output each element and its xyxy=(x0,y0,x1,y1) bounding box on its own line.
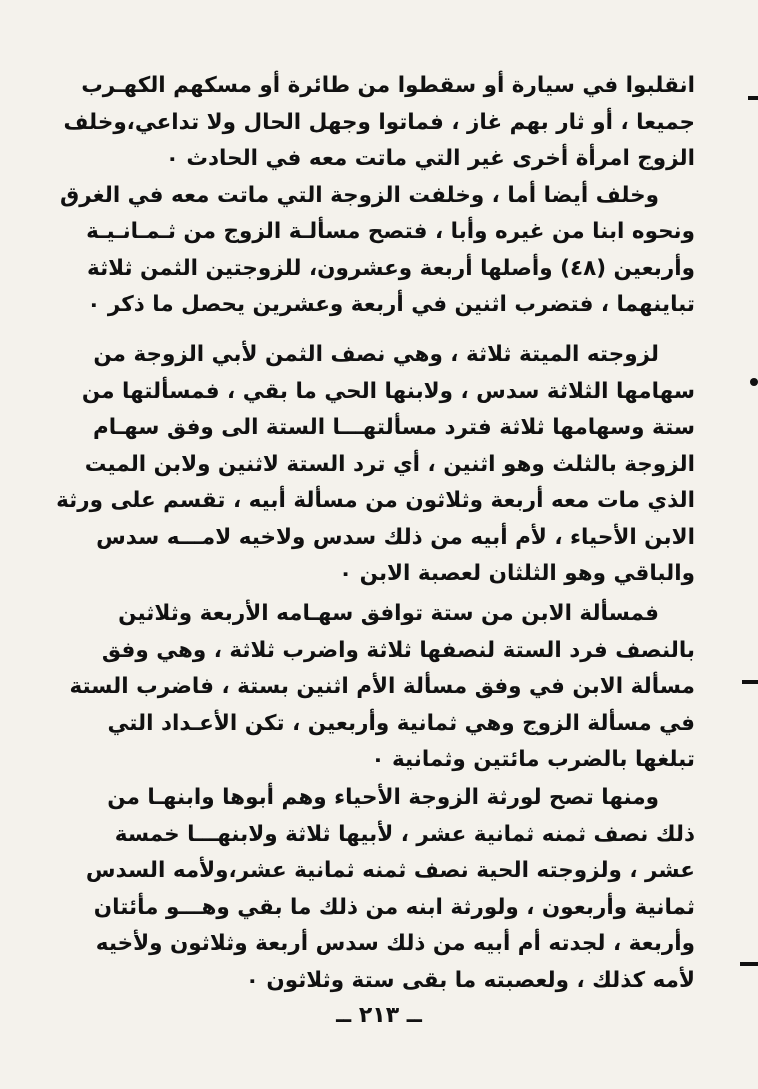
text-line: في مسألة الزوج وهي ثمانية وأربعين ، تكن الأعـداد التي xyxy=(107,710,695,736)
text-line: وخلف أيضا أما ، وخلفت الزوجة التي ماتت معه في الغرق xyxy=(60,182,659,208)
text-line: فمسألة الابن من ستة توافق سهـامه الأربعة وثلاثين xyxy=(118,601,659,626)
paragraph-4 xyxy=(50,780,695,999)
text-line: لأمه كذلك ، ولعصبته ما بقى ستة وثلاثون ٠ xyxy=(245,967,695,993)
paragraph-2 xyxy=(50,337,695,593)
text-line: تباينهما ، فتضرب اثنين في أربعة وعشرين يحصل ما ذكر ٠ xyxy=(87,292,695,317)
text-line: تبلغها بالضرب مائتين وثمانية ٠ xyxy=(371,747,695,772)
text-line: ثمانية وأربعون ، ولورثة ابنه من ذلك ما بقي وهـــو مأئتان xyxy=(93,894,695,920)
text-line: وأربعين (٤٨) وأصلها أربعة وعشرون، للزوجتين الثمن ثلاثة xyxy=(87,255,695,281)
scan-edge-mark xyxy=(742,680,758,684)
text-line: ستة وسهامها ثلاثة فترد مسألتهـــا الستة الى وفق سهـام xyxy=(92,415,695,440)
text-line: وأربعة ، لجدته أم أبيه من ذلك سدس أربعة وثلاثون ولأخيه xyxy=(95,931,695,956)
text-line: والباقي وهو الثلثان لعصبة الابن ٠ xyxy=(339,561,695,586)
text-line: الزوج امرأة أخرى غير التي ماتت معه في الحادث ٠ xyxy=(165,146,695,171)
text-line: لزوجته الميتة ثلاثة ، وهي نصف الثمن لأبي الزوجة من xyxy=(93,342,659,367)
scan-edge-mark xyxy=(750,378,758,386)
scan-edge-mark xyxy=(748,96,758,100)
text-line: بالنصف فرد الستة لنصفها ثلاثة واضرب ثلاثة ، وهي وفق xyxy=(101,637,695,663)
paragraph-1 xyxy=(50,68,695,324)
page-number: ــ ٢١٣ ــ xyxy=(336,1003,422,1028)
text-line: ومنها تصح لورثة الزوجة الأحياء وهم أبوها وابنهـا من xyxy=(107,785,659,810)
text-line: الذي مات معه أربعة وثلاثون من مسألة أبيه ، تقسم على ورثة xyxy=(56,488,695,513)
text-line: سهامها الثلاثة سدس ، ولابنها الحي ما بقي ، فمسألتها من xyxy=(81,378,695,404)
text-line: ونحوه ابنا من غيره وأبا ، فتصح مسألـة الزوج من ثـمـانـيـة xyxy=(86,219,695,244)
paragraph-3 xyxy=(50,596,695,779)
text-line: انقلبوا في سيارة أو سقطوا من طائرة أو مسكهم الكهـرب xyxy=(81,73,695,98)
text-line: الزوجة بالثلث وهو اثنين ، أي ترد الستة لاثنين ولابن الميت xyxy=(84,451,695,477)
text-line: الابن الأحياء ، لأم أبيه من ذلك سدس ولاخيه لامـــه سدس xyxy=(96,524,695,550)
text-line: مسألة الابن في وفق مسألة الأم اثنين بستة ، فاضرب الستة xyxy=(69,674,695,699)
text-line: عشر ، ولزوجته الحية نصف ثمنه ثمانية عشر،ولأمه السدس xyxy=(85,858,695,883)
text-line: جميعا ، أو ثار بهم غاز ، فماتوا وجهل الحال ولا تداعي،وخلف xyxy=(63,109,695,135)
text-line: ذلك نصف ثمنه ثمانية عشر ، لأبيها ثلاثة ولابنهـــا خمسة xyxy=(114,821,695,847)
scan-edge-mark xyxy=(740,962,758,966)
